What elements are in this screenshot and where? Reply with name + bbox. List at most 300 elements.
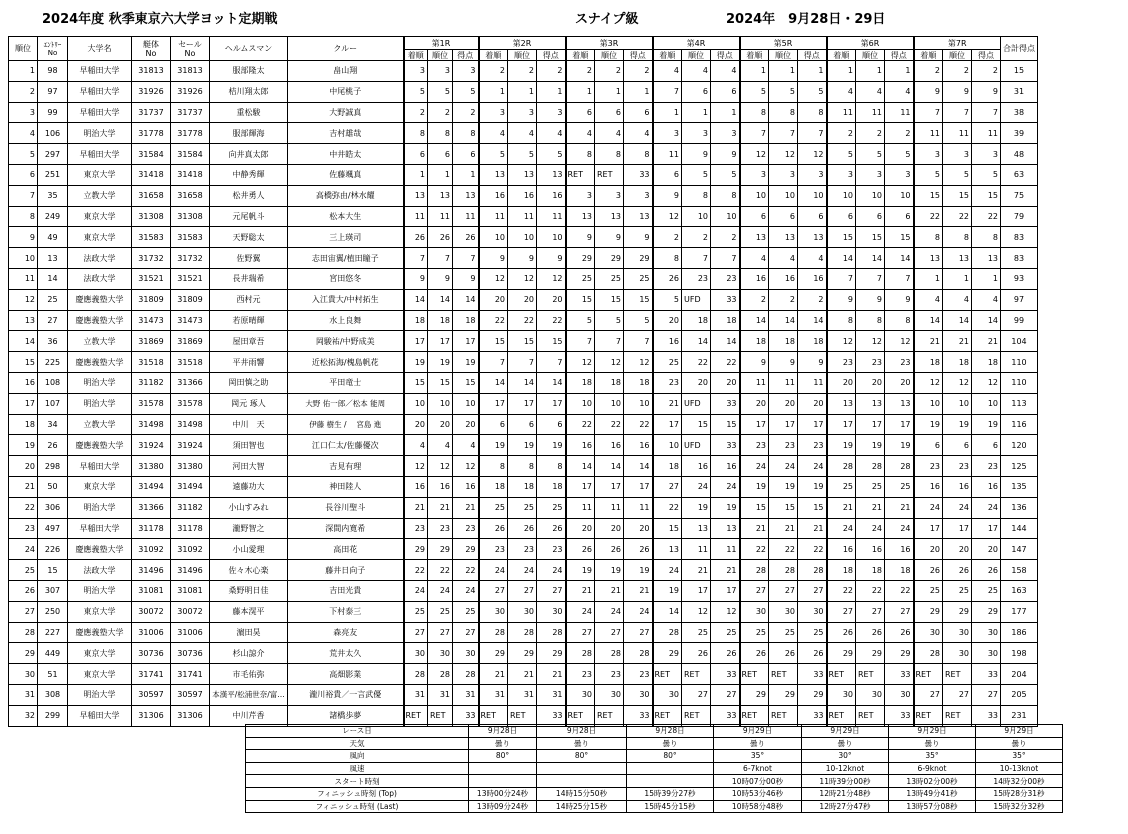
cell-race-7-place: 12	[943, 372, 972, 393]
cell-university: 明治大学	[68, 497, 132, 518]
cell-race-3-finish: 26	[566, 539, 595, 560]
cell-race-6-finish: 8	[827, 310, 856, 331]
cell-race-2-points: 13	[537, 164, 566, 185]
cell-race-5-points: 27	[798, 580, 827, 601]
cell-entry: 497	[38, 518, 68, 539]
cell-race-6-place: 20	[856, 372, 885, 393]
cell-race-3-finish: RET	[566, 164, 595, 185]
cell-rank: 22	[9, 497, 38, 518]
race-info-value: 13時49分41秒	[889, 787, 976, 800]
cell-sail-no: 31473	[171, 310, 210, 331]
cell-race-2-points: 18	[537, 476, 566, 497]
cell-rank: 20	[9, 456, 38, 477]
cell-race-3-points: 4	[624, 123, 653, 144]
cell-race-3-finish: 18	[566, 372, 595, 393]
cell-helmsman: 服部輝海	[210, 123, 288, 144]
cell-race-1-finish: 24	[404, 580, 428, 601]
cell-race-4-points: 33	[711, 664, 740, 685]
cell-race-7-points: 2	[972, 61, 1001, 82]
cell-race-2-place: 19	[508, 435, 537, 456]
cell-entry: 14	[38, 268, 68, 289]
cell-race-4-finish: 10	[653, 435, 682, 456]
cell-race-1-place: 10	[428, 393, 453, 414]
col-race-7: 第7R	[914, 37, 1001, 50]
cell-race-4-finish: 4	[653, 61, 682, 82]
cell-crew: 大野誠真	[288, 102, 404, 123]
cell-race-3-place: RET	[595, 164, 624, 185]
cell-university: 東京大学	[68, 664, 132, 685]
cell-rank: 27	[9, 601, 38, 622]
cell-race-2-place: 27	[508, 580, 537, 601]
cell-race-3-finish: 30	[566, 684, 595, 705]
col-race-6-finish: 着順	[827, 50, 856, 61]
col-race-1: 第1R	[404, 37, 479, 50]
race-info-value: 14時32分00秒	[976, 775, 1063, 788]
cell-rank: 23	[9, 518, 38, 539]
cell-race-5-points: 29	[798, 684, 827, 705]
cell-rank: 19	[9, 435, 38, 456]
cell-race-7-place: 30	[943, 622, 972, 643]
cell-race-5-finish: 20	[740, 393, 769, 414]
cell-race-2-finish: 1	[479, 81, 508, 102]
cell-race-4-finish: 13	[653, 539, 682, 560]
table-row	[9, 601, 1038, 622]
cell-race-7-points: 6	[972, 435, 1001, 456]
cell-race-1-points: 28	[453, 664, 479, 685]
cell-race-6-finish: 14	[827, 248, 856, 269]
cell-race-5-points: 6	[798, 206, 827, 227]
cell-race-4-points: 33	[711, 435, 740, 456]
cell-entry: 51	[38, 664, 68, 685]
cell-race-2-finish: 13	[479, 164, 508, 185]
cell-race-5-finish: 30	[740, 601, 769, 622]
cell-race-6-points: 8	[885, 310, 914, 331]
cell-race-2-finish: 5	[479, 144, 508, 165]
cell-race-3-finish: 6	[566, 102, 595, 123]
cell-entry: 297	[38, 144, 68, 165]
cell-race-2-finish: 12	[479, 268, 508, 289]
cell-race-6-finish: 4	[827, 81, 856, 102]
cell-race-2-place: 12	[508, 268, 537, 289]
col-race-4-place: 順位	[682, 50, 711, 61]
cell-race-6-place: 1	[856, 61, 885, 82]
cell-university: 早稲田大学	[68, 456, 132, 477]
cell-race-4-points: 11	[711, 539, 740, 560]
cell-race-4-finish: 20	[653, 310, 682, 331]
cell-sail-no: 31732	[171, 248, 210, 269]
cell-race-1-points: 2	[453, 102, 479, 123]
cell-race-6-finish: 1	[827, 61, 856, 82]
race-info-value: 14時25分15秒	[537, 800, 627, 813]
cell-race-1-finish: 18	[404, 310, 428, 331]
cell-race-5-finish: 17	[740, 414, 769, 435]
cell-race-1-finish: 10	[404, 393, 428, 414]
cell-race-4-finish: 9	[653, 185, 682, 206]
cell-race-6-place: 10	[856, 185, 885, 206]
cell-race-4-place: 3	[682, 123, 711, 144]
cell-helmsman: 岡田慎之助	[210, 372, 288, 393]
cell-race-2-finish: 31	[479, 684, 508, 705]
cell-race-6-place: 18	[856, 560, 885, 581]
col-race-6-place: 順位	[856, 50, 885, 61]
cell-race-4-finish: 8	[653, 248, 682, 269]
cell-race-4-points: 10	[711, 206, 740, 227]
cell-race-1-place: 18	[428, 310, 453, 331]
cell-race-3-finish: 2	[566, 61, 595, 82]
cell-race-2-finish: 24	[479, 560, 508, 581]
cell-helmsman: 中川芹香	[210, 705, 288, 726]
cell-race-6-finish: 13	[827, 393, 856, 414]
cell-race-7-points: 10	[972, 393, 1001, 414]
cell-university: 法政大学	[68, 268, 132, 289]
cell-race-3-finish: 28	[566, 643, 595, 664]
col-total: 合計得点	[1001, 37, 1038, 61]
cell-race-6-place: 25	[856, 476, 885, 497]
cell-rank: 14	[9, 331, 38, 352]
cell-race-2-points: 4	[537, 123, 566, 144]
race-info-value: 10時53分46秒	[714, 787, 802, 800]
cell-race-4-finish: 30	[653, 684, 682, 705]
cell-race-6-points: 27	[885, 601, 914, 622]
cell-sail-no: 31418	[171, 164, 210, 185]
cell-race-6-points: 15	[885, 227, 914, 248]
cell-race-1-place: 2	[428, 102, 453, 123]
cell-race-1-finish: 2	[404, 102, 428, 123]
cell-race-6-points: 20	[885, 372, 914, 393]
cell-entry: 27	[38, 310, 68, 331]
cell-race-1-points: 4	[453, 435, 479, 456]
cell-crew: 松本大生	[288, 206, 404, 227]
cell-race-5-finish: 23	[740, 435, 769, 456]
cell-race-2-place: 16	[508, 185, 537, 206]
cell-hull-no: 30736	[132, 643, 171, 664]
cell-race-5-place: 9	[769, 352, 798, 373]
cell-crew: 高田花	[288, 539, 404, 560]
cell-race-6-finish: 23	[827, 352, 856, 373]
cell-race-1-place: 31	[428, 684, 453, 705]
cell-total: 198	[1001, 643, 1038, 664]
cell-race-1-place: 3	[428, 61, 453, 82]
cell-race-3-finish: 4	[566, 123, 595, 144]
cell-rank: 2	[9, 81, 38, 102]
cell-race-2-points: 17	[537, 393, 566, 414]
cell-race-6-points: 30	[885, 684, 914, 705]
cell-race-5-place: 26	[769, 643, 798, 664]
cell-race-2-finish: 2	[479, 61, 508, 82]
race-info-value: 15時28分31秒	[976, 787, 1063, 800]
cell-race-6-points: 25	[885, 476, 914, 497]
cell-race-7-place: 13	[943, 248, 972, 269]
cell-race-1-points: 10	[453, 393, 479, 414]
cell-race-4-finish: RET	[653, 664, 682, 685]
cell-total: 125	[1001, 456, 1038, 477]
cell-race-6-place: 23	[856, 352, 885, 373]
cell-race-5-finish: 24	[740, 456, 769, 477]
cell-helmsman: 若原晴輝	[210, 310, 288, 331]
cell-race-5-finish: 4	[740, 248, 769, 269]
race-info-value: 12時21分48秒	[802, 787, 889, 800]
cell-race-2-place: 6	[508, 414, 537, 435]
cell-race-2-points: 11	[537, 206, 566, 227]
table-row	[9, 643, 1038, 664]
cell-race-7-place: 4	[943, 289, 972, 310]
cell-race-2-place: RET	[508, 705, 537, 726]
cell-race-5-finish: 13	[740, 227, 769, 248]
cell-race-7-points: 12	[972, 372, 1001, 393]
cell-race-4-place: 20	[682, 372, 711, 393]
cell-race-4-finish: 14	[653, 601, 682, 622]
cell-race-6-points: 14	[885, 248, 914, 269]
cell-race-7-finish: 27	[914, 684, 943, 705]
cell-race-7-finish: 26	[914, 560, 943, 581]
cell-race-2-place: 28	[508, 622, 537, 643]
cell-hull-no: 31498	[132, 414, 171, 435]
cell-race-1-finish: 28	[404, 664, 428, 685]
race-info-value: 14時15分50秒	[537, 787, 627, 800]
cell-race-7-place: 14	[943, 310, 972, 331]
table-row	[9, 81, 1038, 102]
cell-race-7-points: 9	[972, 81, 1001, 102]
cell-race-1-finish: 31	[404, 684, 428, 705]
page-title: 2024年度 秋季東京六大学ヨット定期戦	[42, 12, 278, 27]
cell-race-3-place: 18	[595, 372, 624, 393]
cell-race-2-place: 14	[508, 372, 537, 393]
cell-university: 東京大学	[68, 206, 132, 227]
cell-race-4-place: 6	[682, 81, 711, 102]
cell-race-3-place: 5	[595, 310, 624, 331]
cell-total: 110	[1001, 352, 1038, 373]
cell-helmsman: 松井勇人	[210, 185, 288, 206]
cell-race-5-points: 14	[798, 310, 827, 331]
cell-race-7-points: 33	[972, 664, 1001, 685]
cell-hull-no: 31583	[132, 227, 171, 248]
cell-helmsman: 服部隆太	[210, 61, 288, 82]
cell-race-4-place: 5	[682, 164, 711, 185]
cell-race-2-finish: 27	[479, 580, 508, 601]
cell-race-6-points: 22	[885, 580, 914, 601]
cell-sail-no: 30736	[171, 643, 210, 664]
cell-race-4-points: 9	[711, 144, 740, 165]
cell-entry: 15	[38, 560, 68, 581]
race-info-value: 曇り	[537, 737, 627, 750]
table-row	[9, 123, 1038, 144]
cell-crew: 平田竜士	[288, 372, 404, 393]
table-row	[9, 248, 1038, 269]
results-table	[8, 36, 1038, 727]
cell-race-2-points: 5	[537, 144, 566, 165]
cell-sail-no: 31521	[171, 268, 210, 289]
cell-race-6-finish: 21	[827, 497, 856, 518]
cell-race-3-points: 30	[624, 684, 653, 705]
cell-race-3-finish: 1	[566, 81, 595, 102]
cell-race-3-place: 15	[595, 289, 624, 310]
cell-race-3-finish: 12	[566, 352, 595, 373]
cell-helmsman: 桑野明日佳	[210, 580, 288, 601]
race-info-value	[627, 762, 714, 775]
cell-race-7-place: 27	[943, 684, 972, 705]
cell-race-2-place: 18	[508, 476, 537, 497]
cell-race-2-finish: 15	[479, 331, 508, 352]
cell-race-6-points: 3	[885, 164, 914, 185]
cell-race-2-finish: 22	[479, 310, 508, 331]
cell-entry: 49	[38, 227, 68, 248]
cell-race-5-points: 4	[798, 248, 827, 269]
cell-race-4-finish: 28	[653, 622, 682, 643]
cell-race-3-points: 19	[624, 560, 653, 581]
cell-race-2-finish: 10	[479, 227, 508, 248]
cell-rank: 31	[9, 684, 38, 705]
cell-race-6-points: 24	[885, 518, 914, 539]
cell-helmsman: 瀧野智之	[210, 518, 288, 539]
cell-race-3-points: 7	[624, 331, 653, 352]
cell-hull-no: 31732	[132, 248, 171, 269]
cell-rank: 9	[9, 227, 38, 248]
cell-race-6-finish: 19	[827, 435, 856, 456]
cell-race-1-place: 14	[428, 289, 453, 310]
race-info-row	[246, 750, 1063, 763]
cell-race-3-place: 30	[595, 684, 624, 705]
cell-total: 48	[1001, 144, 1038, 165]
cell-race-6-place: 24	[856, 518, 885, 539]
cell-race-7-place: 9	[943, 81, 972, 102]
cell-race-3-finish: 22	[566, 414, 595, 435]
cell-rank: 11	[9, 268, 38, 289]
race-info-row	[246, 800, 1063, 813]
cell-hull-no: 31778	[132, 123, 171, 144]
cell-race-7-place: 10	[943, 393, 972, 414]
cell-race-1-points: 20	[453, 414, 479, 435]
cell-race-4-finish: 26	[653, 268, 682, 289]
cell-race-6-points: 10	[885, 185, 914, 206]
cell-race-3-points: 5	[624, 310, 653, 331]
cell-crew: 高畑影業	[288, 664, 404, 685]
cell-total: 204	[1001, 664, 1038, 685]
race-info-row	[246, 737, 1063, 750]
cell-race-5-place: 22	[769, 539, 798, 560]
cell-race-2-place: 2	[508, 61, 537, 82]
cell-race-4-place: 22	[682, 352, 711, 373]
cell-race-4-points: 22	[711, 352, 740, 373]
cell-race-5-place: 7	[769, 123, 798, 144]
cell-race-2-points: 8	[537, 456, 566, 477]
col-entry: ｴﾝﾄﾘｰ No	[38, 37, 68, 61]
cell-race-5-place: 1	[769, 61, 798, 82]
cell-race-7-finish: RET	[914, 664, 943, 685]
cell-hull-no: 31380	[132, 456, 171, 477]
cell-race-7-finish: 21	[914, 331, 943, 352]
cell-hull-no: 31081	[132, 580, 171, 601]
cell-race-5-place: 30	[769, 601, 798, 622]
cell-race-7-place: 24	[943, 497, 972, 518]
cell-race-5-place: 27	[769, 580, 798, 601]
cell-race-6-points: 17	[885, 414, 914, 435]
race-info-value: 30°	[802, 750, 889, 763]
cell-entry: 251	[38, 164, 68, 185]
cell-race-6-place: 15	[856, 227, 885, 248]
cell-race-5-place: 2	[769, 289, 798, 310]
table-row	[9, 435, 1038, 456]
col-sail: セール No	[171, 37, 210, 61]
cell-race-3-place: 8	[595, 144, 624, 165]
race-info-value: 13時09分24秒	[469, 800, 537, 813]
cell-race-5-points: 9	[798, 352, 827, 373]
cell-race-4-place: 8	[682, 185, 711, 206]
cell-total: 93	[1001, 268, 1038, 289]
cell-race-2-place: 11	[508, 206, 537, 227]
cell-race-3-finish: RET	[566, 705, 595, 726]
cell-race-2-finish: 29	[479, 643, 508, 664]
cell-race-4-points: 21	[711, 560, 740, 581]
cell-race-3-finish: 13	[566, 206, 595, 227]
cell-race-2-points: 26	[537, 518, 566, 539]
cell-hull-no: 31092	[132, 539, 171, 560]
cell-race-5-points: 3	[798, 164, 827, 185]
cell-race-5-points: 30	[798, 601, 827, 622]
cell-university: 早稲田大学	[68, 518, 132, 539]
cell-total: 116	[1001, 414, 1038, 435]
cell-race-7-place: 8	[943, 227, 972, 248]
col-race-2-finish: 着順	[479, 50, 508, 61]
cell-race-7-points: 3	[972, 144, 1001, 165]
cell-university: 立教大学	[68, 331, 132, 352]
cell-race-4-finish: 2	[653, 227, 682, 248]
cell-total: 144	[1001, 518, 1038, 539]
cell-race-7-finish: RET	[914, 705, 943, 726]
cell-hull-no: 31006	[132, 622, 171, 643]
race-info-value: 9月28日	[627, 725, 714, 738]
cell-race-1-place: 7	[428, 248, 453, 269]
cell-rank: 1	[9, 61, 38, 82]
cell-total: 177	[1001, 601, 1038, 622]
cell-helmsman: 濵田昊	[210, 622, 288, 643]
cell-race-6-place: RET	[856, 664, 885, 685]
cell-race-6-place: 26	[856, 622, 885, 643]
cell-race-5-finish: 15	[740, 497, 769, 518]
cell-entry: 299	[38, 705, 68, 726]
race-info-row	[246, 787, 1063, 800]
cell-race-3-finish: 20	[566, 518, 595, 539]
cell-crew: 荒井太久	[288, 643, 404, 664]
cell-race-6-finish: 11	[827, 102, 856, 123]
cell-entry: 308	[38, 684, 68, 705]
event-dates: 2024年 9月28日・29日	[726, 12, 886, 27]
col-race-5-finish: 着順	[740, 50, 769, 61]
cell-crew: 大野 佑一郎／松本 能周	[288, 393, 404, 414]
cell-race-3-place: 22	[595, 414, 624, 435]
cell-total: 79	[1001, 206, 1038, 227]
race-info-row	[246, 725, 1063, 738]
cell-race-1-place: 28	[428, 664, 453, 685]
cell-race-1-finish: 19	[404, 352, 428, 373]
cell-hull-no: 31308	[132, 206, 171, 227]
cell-race-2-points: 31	[537, 684, 566, 705]
cell-race-2-place: 10	[508, 227, 537, 248]
cell-race-1-finish: 22	[404, 560, 428, 581]
cell-sail-no: 31813	[171, 61, 210, 82]
cell-race-6-finish: 25	[827, 476, 856, 497]
cell-race-2-place: 25	[508, 497, 537, 518]
cell-race-5-finish: 7	[740, 123, 769, 144]
cell-entry: 108	[38, 372, 68, 393]
cell-race-5-place: 21	[769, 518, 798, 539]
col-hull: 艇体 No	[132, 37, 171, 61]
col-race-4-finish: 着順	[653, 50, 682, 61]
race-info-label: スタート時刻	[246, 775, 469, 788]
cell-race-1-finish: 14	[404, 289, 428, 310]
cell-race-7-finish: 23	[914, 456, 943, 477]
cell-race-4-points: 3	[711, 123, 740, 144]
race-info-value: 80°	[469, 750, 537, 763]
